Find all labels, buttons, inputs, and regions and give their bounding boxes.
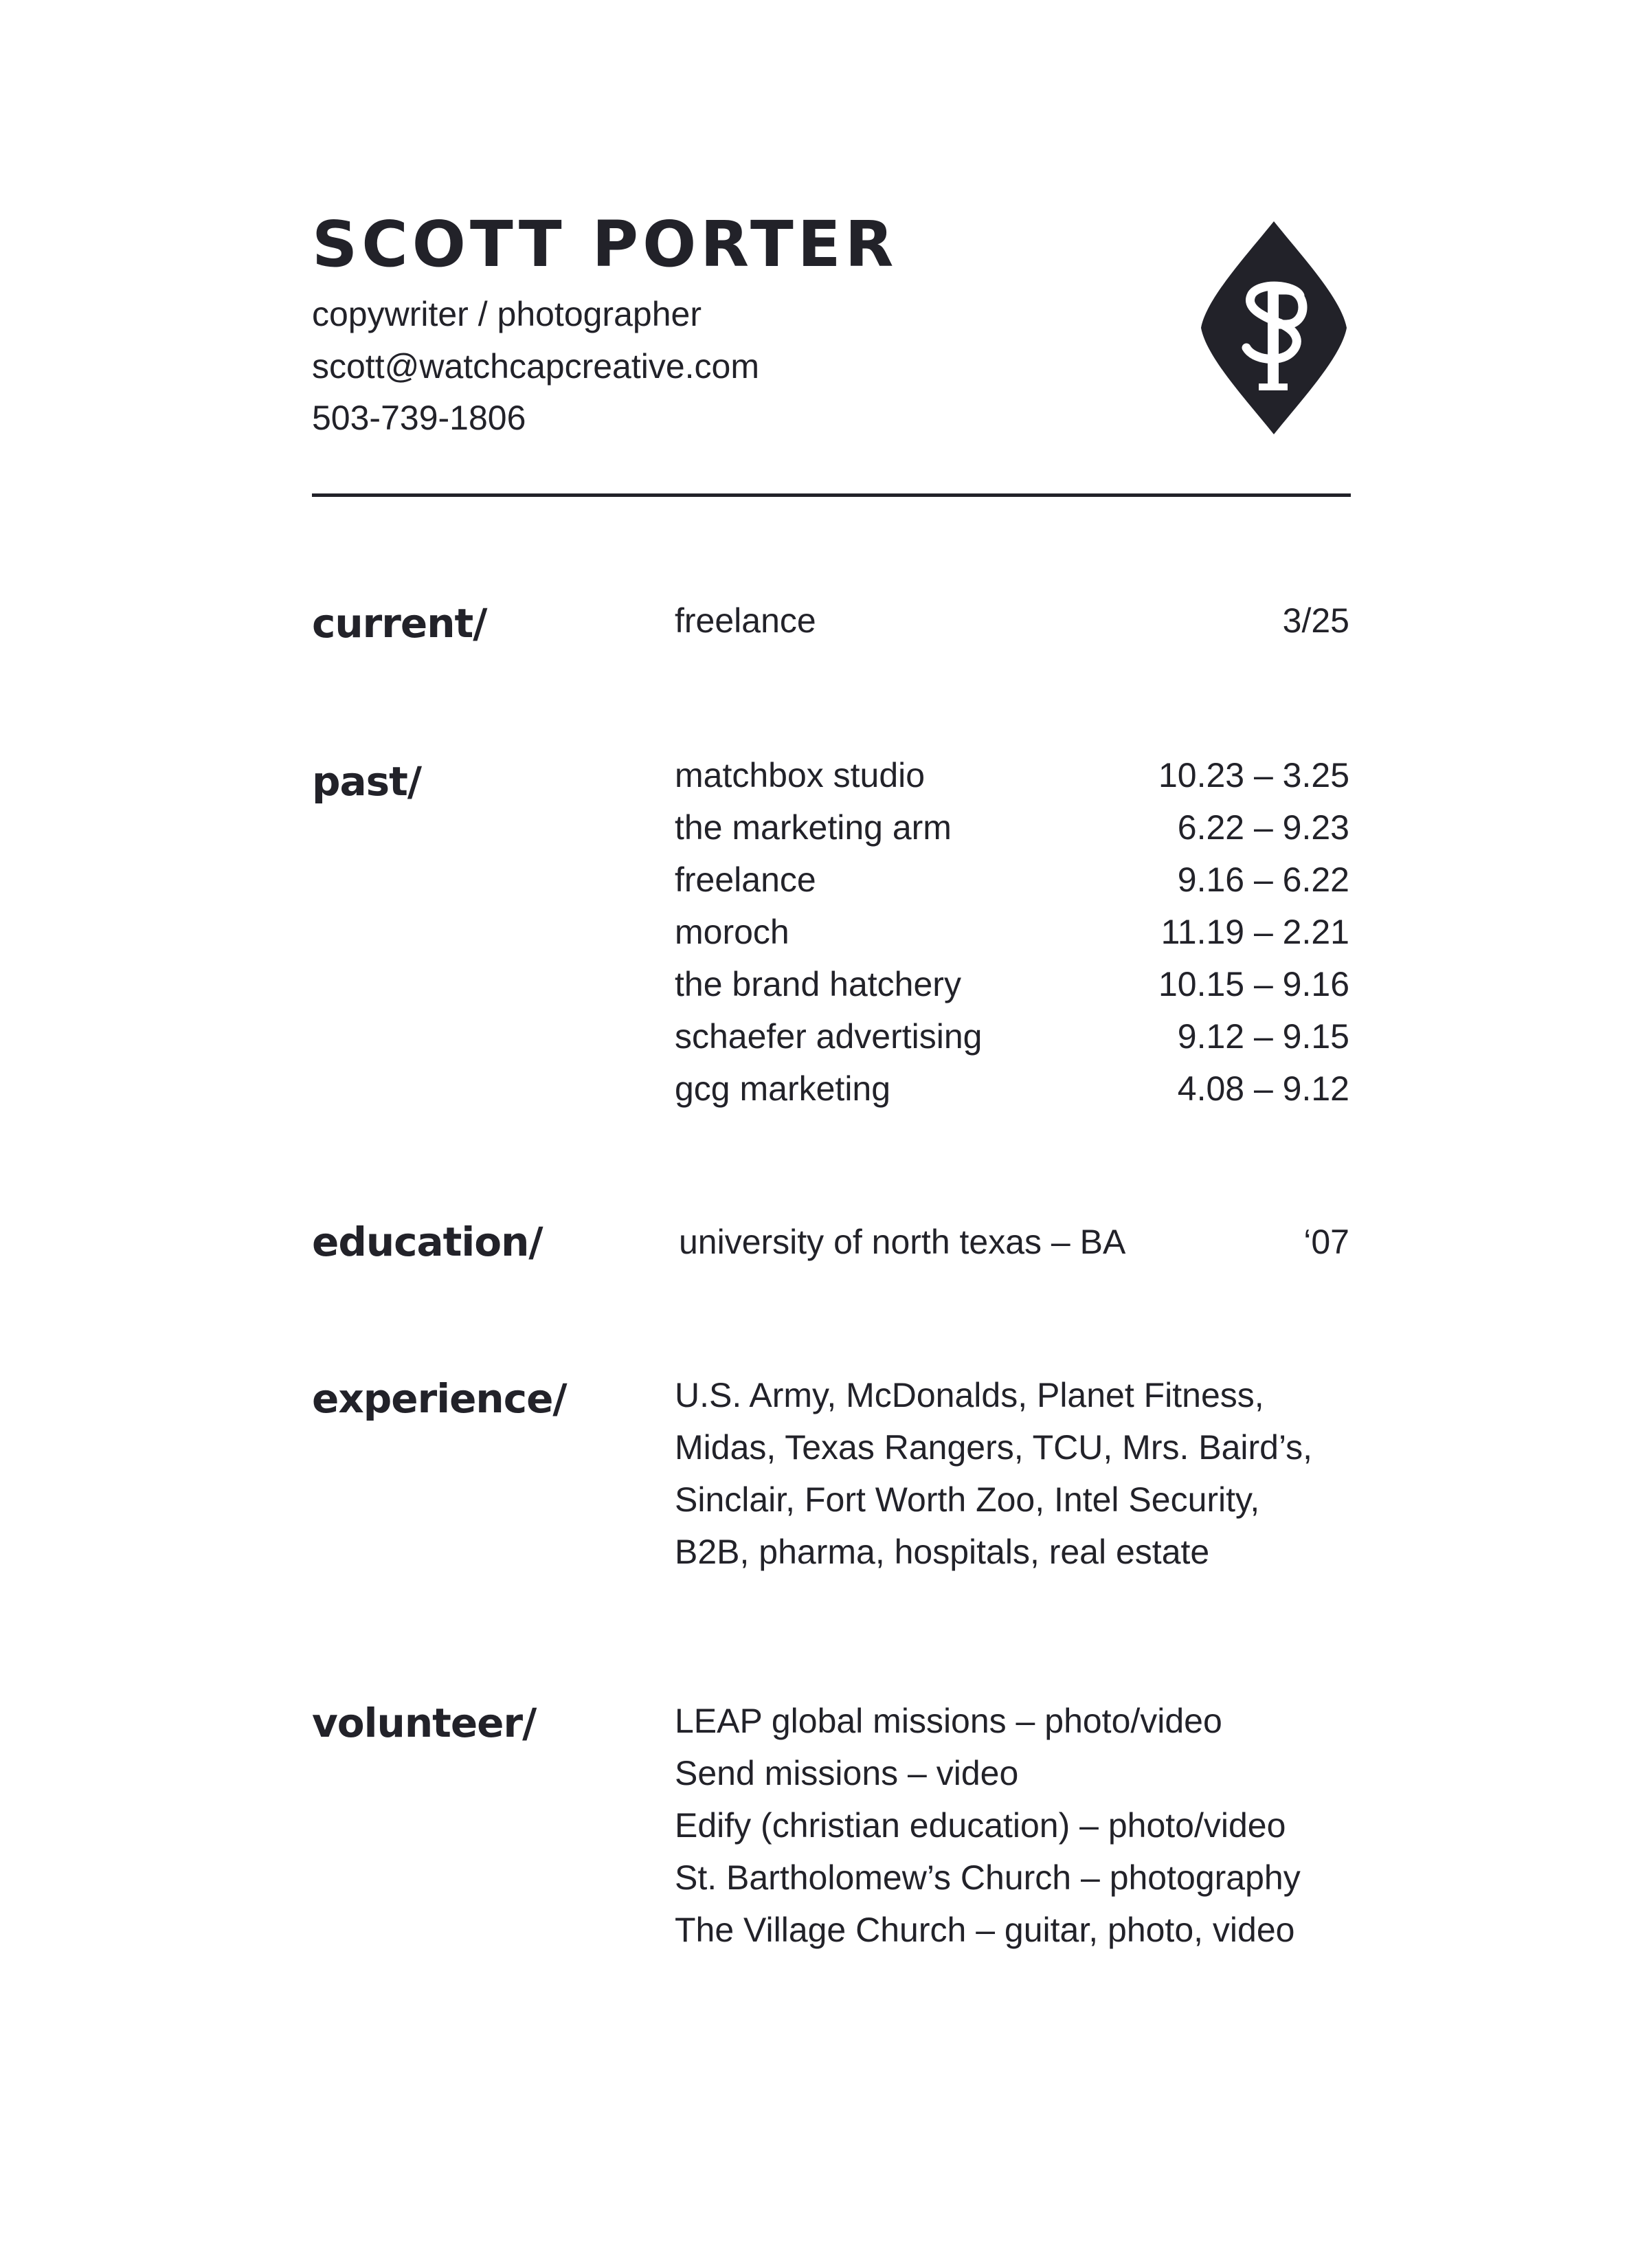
header-divider: [312, 493, 1351, 497]
past-companies-list: [675, 749, 982, 1115]
resume-name: SCOTT PORTER: [312, 208, 898, 281]
list-item: the brand hatchery: [675, 965, 961, 1003]
list-item: moroch: [675, 913, 789, 951]
education-year: ‘07: [1303, 1223, 1349, 1261]
list-item: The Village Church – guitar, photo, video: [675, 1911, 1295, 1949]
list-item-date: 4.08 – 9.12: [1177, 1069, 1349, 1108]
list-item: matchbox studio: [675, 756, 926, 794]
email-text: scott@watchcapcreative.com: [312, 347, 760, 386]
experience-list: [675, 1369, 1312, 1578]
section-heading-current: current/: [312, 600, 487, 647]
list-item-date: 9.12 – 9.15: [1177, 1017, 1349, 1056]
volunteer-list: [675, 1695, 1301, 1956]
list-item-date: 9.16 – 6.22: [1177, 860, 1349, 899]
section-heading-education: education/: [312, 1219, 543, 1265]
list-item: schaefer advertising: [675, 1017, 983, 1056]
list-item: Midas, Texas Rangers, TCU, Mrs. Baird’s,: [675, 1428, 1313, 1467]
list-item: gcg marketing: [675, 1069, 891, 1108]
list-item-date: 10.15 – 9.16: [1158, 965, 1349, 1003]
list-item-date: 10.23 – 3.25: [1158, 756, 1349, 794]
job-title: copywriter / photographer: [312, 295, 702, 333]
list-item: B2B, pharma, hospitals, real estate: [675, 1533, 1210, 1571]
list-item: Sinclair, Fort Worth Zoo, Intel Security,: [675, 1480, 1260, 1519]
list-item: U.S. Army, McDonalds, Planet Fitness,: [675, 1376, 1264, 1414]
section-heading-experience: experience/: [312, 1375, 567, 1422]
section-heading-past: past/: [312, 758, 422, 805]
section-heading-volunteer: volunteer/: [312, 1700, 537, 1746]
current-role: freelance: [675, 601, 816, 640]
list-item: freelance: [675, 860, 816, 899]
list-item: Send missions – video: [675, 1754, 1019, 1792]
past-dates-list: [1158, 749, 1349, 1115]
sp-monogram-diamond-icon: [1198, 221, 1349, 434]
current-date: 3/25: [1282, 601, 1349, 640]
education-school: university of north texas – BA: [679, 1223, 1126, 1261]
list-item: Edify (christian education) – photo/video: [675, 1806, 1286, 1845]
phone-text: 503-739-1806: [312, 399, 526, 437]
list-item-date: 6.22 – 9.23: [1177, 808, 1349, 847]
list-item: LEAP global missions – photo/video: [675, 1702, 1222, 1740]
list-item: St. Bartholomew’s Church – photography: [675, 1858, 1301, 1897]
list-item-date: 11.19 – 2.21: [1160, 913, 1349, 951]
list-item: the marketing arm: [675, 808, 952, 847]
